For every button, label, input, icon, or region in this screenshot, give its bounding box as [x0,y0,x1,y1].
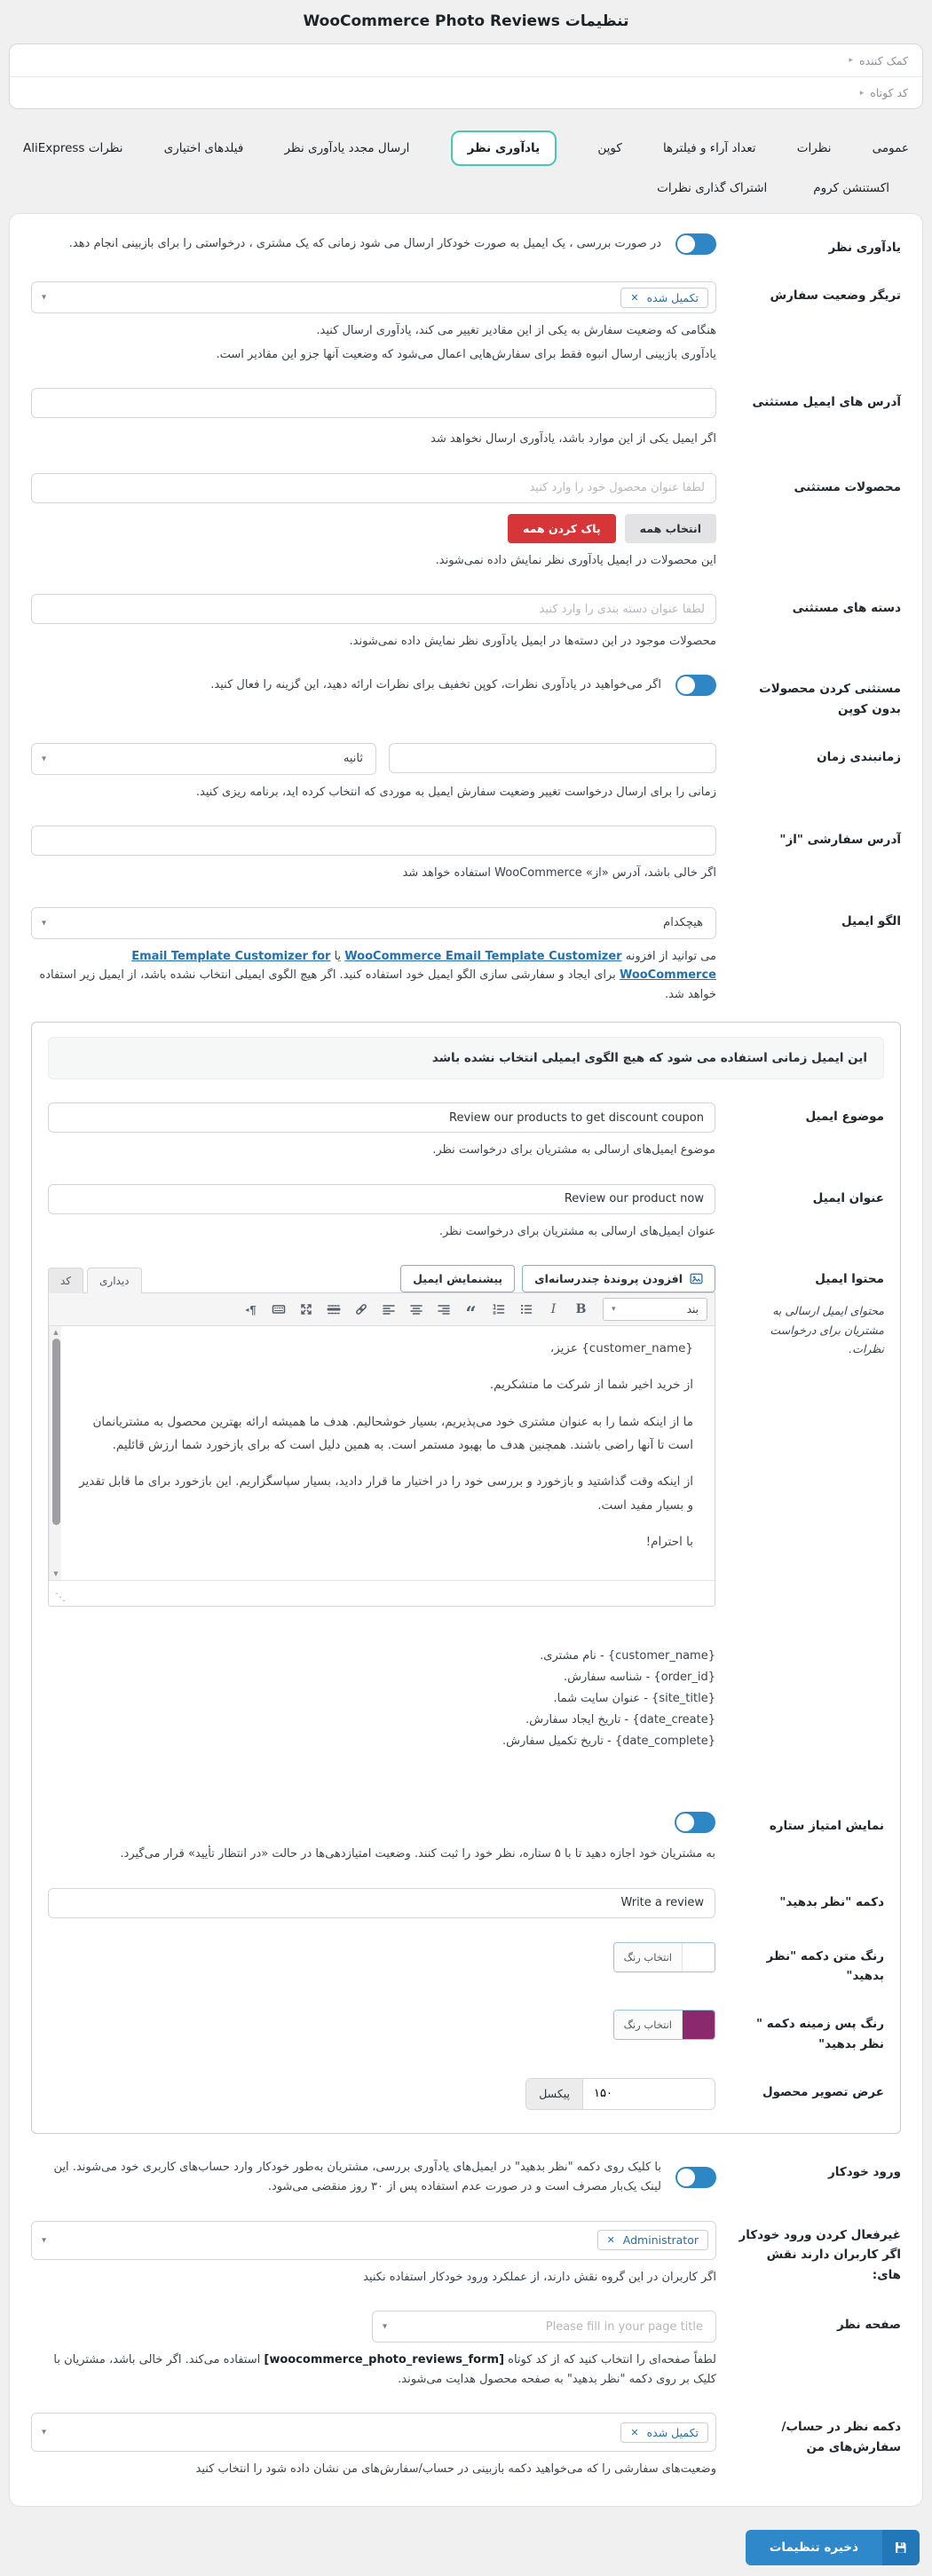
field-label: یادآوری نظر [828,241,901,255]
chevron-icon: ▸ [849,56,854,65]
bg-color-picker[interactable] [613,2010,715,2040]
row-button-text-color [48,1942,884,1987]
field-label: رنگ پس زمینه دکمه " نظر بدهید" [755,2017,884,2051]
selected-role-chip [597,2230,708,2250]
accordion-card [9,43,923,109]
field-label: رنگ متن دکمه "نظر بدهید" [766,1948,884,1983]
remove-icon[interactable]: ✕ [630,2426,639,2438]
schedule-unit-select[interactable] [31,743,376,775]
field-description: زمانی را برای ارسال درخواست تغییر وضعیت سفارش ایمیل به موردی که انتخاب کرده اید، برنامه ریزی کنید. [195,785,716,799]
tab-reviews[interactable]: نظرات [796,141,832,155]
align-left-icon[interactable] [375,1299,401,1321]
row-exclude-no-coupon [31,675,901,719]
select-placeholder: Please fill in your page title [545,2319,703,2334]
placeholder-legend [48,1646,715,1752]
tab-share-reviews[interactable]: اشتراک گذاری نظرات [657,181,768,195]
chevron-icon: ▸ [859,88,865,98]
template-customizer-link[interactable]: WooCommerce Email Template Customizer [344,949,622,963]
row-email-subject [48,1102,884,1159]
exclude-no-coupon-toggle[interactable] [675,675,716,696]
fullscreen-icon[interactable] [293,1299,319,1321]
settings-card [9,213,923,2507]
row-auto-login [31,2158,901,2197]
schedule-amount-input[interactable] [389,743,716,773]
row-excluded-emails [31,388,901,448]
field-description: اگر کاربران در این گروه نقش دارند، از عملکرد ورود خودکار استفاده نکنید [363,2270,716,2284]
row-from-address [31,826,901,882]
review-page-select[interactable] [372,2311,716,2343]
field-label: مستثنی کردن محصولات بدون کوپن [759,682,901,716]
from-address-input[interactable] [31,826,716,856]
add-media-icon [690,1272,703,1285]
field-side-description: محتوای ایمیل ارسالی به مشتریان برای درخواست نظرات. [770,1304,884,1355]
field-label: تریگر وضعیت سفارش [770,288,901,304]
excluded-emails-input[interactable] [31,388,716,418]
format-value: بند [686,1303,699,1316]
color-swatch [683,2011,715,2039]
field-label: آدرس های ایمیل مستثنی [752,395,901,410]
auto-login-toggle[interactable] [675,2167,716,2188]
field-label: دکمه "نظر بدهید" [779,1894,884,1909]
field-description: اگر ایمیل یکی از این موارد باشد، یادآوری ارسال نخواهد شد [430,432,716,446]
settings-page [0,12,932,2576]
row-review-reminder [31,233,901,257]
row-star-rating [48,1812,884,1863]
tab-custom-fields[interactable]: فیلدهای اختیاری [163,141,244,155]
select-all-button[interactable]: انتخاب همه [625,514,716,543]
tab-general[interactable]: عمومی [872,141,909,155]
field-label: صفحه نظر [837,2318,901,2333]
add-media-button[interactable] [522,1265,715,1292]
field-description: در صورت بررسی ، یک ایمیل به صورت خودکار ارسال می شود زمانی که یک مشتری ، درخواستی را برای بازبینی انجام دهد. [68,236,661,250]
email-subject-input[interactable] [48,1102,715,1133]
toggle-knob [677,235,695,253]
tab-vote-filters[interactable]: تعداد آراء و فیلترها [662,141,756,155]
pilcrow-arrow: ◂ [245,1305,249,1314]
accordion-helper-label: کمک کننده [859,53,908,67]
accordion-shortcode[interactable] [10,76,922,108]
resize-grip-icon[interactable]: ⋰ [55,1591,66,1604]
field-description: هنگامی که وضعیت سفارش به یکی از این مقادیر تغییر می کند، یادآوری ارسال کنید. [316,324,716,338]
toolbar-toggle-icon[interactable] [265,1299,291,1321]
paragraph-format-select[interactable] [603,1298,707,1321]
save-settings-button[interactable] [746,2530,920,2565]
placeholder-item: {date_create} - تاریخ ایجاد سفارش. [525,1713,715,1727]
field-label: ورود خودکار [828,2164,901,2179]
disable-roles-select[interactable] [31,2221,716,2260]
field-description: یادآوری بازبینی ارسال انبوه فقط برای سفارش‌هایی اعمال می‌شود که وضعیت آنها جزو این مقادیر است. [216,347,716,361]
description-text: یا [330,949,345,963]
star-rating-toggle[interactable] [675,1812,715,1833]
link-icon[interactable] [348,1299,374,1321]
product-image-width-input[interactable] [583,2079,715,2109]
accordion-shortcode-label: کد کوتاه [870,86,908,99]
email-template-select[interactable] [31,907,716,939]
row-email-template [31,907,901,1004]
field-label: محصولات مستثنی [794,479,901,494]
selected-status-chip [620,2422,708,2443]
description-text: برای ایجاد و سفارشی سازی الگو ایمیل خود استفاده کنید. اگر هیچ الگوی ایمیلی انتخاب نشده باشد، از ایمیل زیر استفاده خواهد شد. [39,968,716,1001]
chevron-down-icon: ▾ [42,2235,47,2246]
field-label-text: محتوا ایمیل [815,1272,884,1287]
wysiwyg-editor [48,1292,715,1607]
row-excluded-categories [31,594,901,651]
numbered-list-icon[interactable] [486,1299,511,1321]
save-button-label: ذخیره تنظیمات [769,2540,858,2555]
row-order-status-trigger [31,281,901,364]
email-paragraph: از خرید اخیر شما از شرکت ما متشکریم. [489,1378,693,1393]
field-label: دسته های مستثنی [792,601,901,616]
bold-icon[interactable]: B [568,1299,594,1321]
clear-all-button[interactable]: پاک کردن همه [508,514,616,543]
chip-label: تکمیل شده [646,2425,699,2439]
field-description: موضوع ایمیل‌های ارسالی به مشتریان برای درخواست نظر. [432,1143,715,1158]
placeholder-item: {date_complete} - تاریخ تکمیل سفارش. [502,1734,715,1749]
field-description: وضعیت‌های سفارشی را که می‌خواهید دکمه بازبینی در حساب/سفارش‌های من نشان داده شود را انتخاب کنید [195,2462,716,2477]
bulleted-list-icon[interactable] [513,1299,539,1321]
text-color-picker[interactable] [613,1942,715,1972]
accordion-helper[interactable] [10,44,922,76]
italic-icon[interactable]: I [541,1299,566,1321]
template-customizer-link-2[interactable]: Email Template Customizer for WooCommerce [131,949,716,983]
row-review-button-text [48,1888,884,1918]
unit-label: پیکسل [526,2079,583,2109]
placeholder-item: {customer_name} - نام مشتری. [540,1649,715,1663]
chevron-down-icon: ▾ [612,1305,616,1315]
review-reminder-toggle[interactable] [675,233,716,255]
scroll-up-icon[interactable]: ▲ [53,1329,59,1337]
field-label: عرض تصویر محصول [762,2084,884,2099]
align-right-icon[interactable] [430,1299,456,1321]
field-label: نمایش امتیاز ستاره [769,1819,884,1834]
description-text: استفاده می‌کند. اگر خالی باشد، مشتریان با کلیک بر روی دکمه "نظر بدهید" به صفحه محصول هدایت می‌شوند. [53,2353,716,2386]
field-description: عنوان ایمیل‌های ارسالی به مشتریان برای درخواست نظر. [438,1224,715,1238]
excluded-products-input[interactable] [31,473,716,503]
description-text: می توانید از افزونه [621,949,716,963]
my-account-statuses-select[interactable] [31,2413,716,2452]
editor-toolbar [49,1293,715,1326]
tab-aliexpress-reviews[interactable]: نظرات AliExpress [23,141,123,155]
email-paragraph: ما از اینکه شما را به عنوان مشتری خود می‌پذیریم، بسیار خوشحالیم. هدف ما همیشه ارائه بهترین محصول به مشتریانمان است تا آنها راضی باشند. همچنین هدف ما بهبود مستمر است. به همین دلیل است که برای بازخورد شما ارزش قائلیم. [92,1414,693,1452]
save-icon [882,2530,920,2565]
fallback-email-notice: این ایمیل زمانی استفاده می شود که هیچ الگوی ایمیلی انتخاب نشده باشد [48,1037,884,1079]
chip-label: تکمیل شده [646,290,699,304]
row-schedule-time [31,743,901,802]
email-preview-button[interactable] [400,1265,515,1292]
tab-review-reminder[interactable]: یادآوری نظر [451,130,557,166]
toggle-knob [677,676,695,694]
scrollbar-thumb[interactable] [52,1339,60,1525]
field-label: موضوع ایمیل [805,1110,884,1125]
row-excluded-products [31,473,901,570]
tab-resend-reminder[interactable]: ارسال مجدد یادآوری نظر [284,141,410,155]
toggle-knob [676,1813,694,1831]
scroll-down-icon[interactable]: ▼ [53,1570,59,1578]
tab-coupon[interactable]: کوپن [597,141,622,155]
read-more-icon[interactable] [320,1299,346,1321]
toggle-knob [677,2169,695,2186]
field-label: دکمه نظر در حساب/سفارش‌های من [781,2420,901,2454]
field-label [735,1265,884,1788]
fallback-email-panel [31,1022,901,2134]
tab-bar [23,130,909,199]
email-paragraph: با احترام! [645,1534,693,1549]
chevron-down-icon: ▾ [42,754,47,764]
review-button-text-input[interactable] [48,1888,715,1918]
row-product-image-width [48,2078,884,2110]
row-email-heading [48,1184,884,1241]
color-picker-label: انتخاب رنگ [614,1943,683,1972]
placeholder-item: {site_title} - عنوان سایت شما. [553,1692,715,1706]
shortcode-text: [woocommerce_photo_reviews_form] [264,2353,505,2367]
selected-value: ثانیه [343,752,363,766]
field-label: الگو ایمیل [841,913,901,928]
field-description: به مشتریان خود اجازه دهید تا با ۵ ستاره، نظر خود را ثبت کنند. وضعیت امتیازدهی‌ها در حالت «در انتظار تأیید» قرار می‌گیرد. [120,1847,715,1861]
field-description: اگر خالی باشد، آدرس «از» WooCommerce استفاده خواهد شد [402,866,716,881]
chevron-down-icon: ▾ [42,2427,47,2438]
field-description [31,947,716,1004]
editor-scrollbar[interactable] [49,1326,61,1580]
field-label: زمانبندی زمان [817,749,901,764]
tab-visual-editor[interactable]: دیداری [87,1268,142,1293]
chevron-down-icon: ▾ [383,2321,388,2332]
chip-label: Administrator [622,2233,699,2248]
selected-status-chip [620,288,708,308]
field-description: محصولات موجود در این دسته‌ها در ایمیل یادآوری نظر نمایش داده نمی‌شوند. [349,635,716,649]
chevron-down-icon: ▾ [42,292,47,303]
align-center-icon[interactable] [403,1299,429,1321]
email-preview-label: پیشنمایش ایمیل [413,1272,503,1286]
field-description: اگر می‌خواهید در یادآوری نظرات، کوپن تخفیف برای نظرات ارائه دهید، این گزینه را فعال کنید. [210,678,661,692]
field-description [31,2351,716,2389]
email-paragraph: از اینکه وقت گذاشتید و بازخورد و بررسی خود را در اختیار ما قرار دادید، بسیار سپاسگزاریم. این بازخورد برای ما قابل تقدیر و بسیار مفید است. [79,1474,693,1513]
excluded-categories-input[interactable] [31,594,716,624]
add-media-label: افزودن پروندهٔ چندرسانه‌ای [534,1272,683,1286]
field-label: آدرس سفارشی "از" [779,833,901,848]
row-email-content [48,1265,884,1788]
email-paragraph: {customer_name} عزیز، [549,1341,693,1356]
editor-statusbar [49,1580,715,1606]
placeholder-item: {order_id} - شناسه سفارش. [563,1671,715,1685]
row-my-account-button [31,2413,901,2478]
email-body-editor[interactable] [49,1326,715,1580]
row-disable-auto-login-roles [31,2221,901,2287]
email-heading-input[interactable] [48,1184,715,1214]
color-picker-label: انتخاب رنگ [614,2011,683,2039]
remove-icon[interactable]: ✕ [630,291,639,304]
page-title: تنظیمات WooCommerce Photo Reviews [303,12,629,30]
field-label: غیرفعال کردن ورود خودکار اگر کاربران دارند نقش های: [738,2227,901,2282]
order-status-trigger-select[interactable] [31,281,716,313]
text-direction-icon[interactable] [238,1299,264,1321]
tab-code-editor[interactable]: کد [48,1268,83,1293]
chevron-down-icon: ▾ [42,918,47,928]
description-text: لطفاً صفحه‌ای را انتخاب کنید که از کد کوتاه [504,2353,716,2367]
remove-icon[interactable]: ✕ [606,2234,615,2247]
row-review-page [31,2311,901,2389]
field-label: عنوان ایمیل [812,1190,884,1205]
tab-chrome-extension[interactable]: اکستنشن کروم [813,181,889,195]
color-swatch [683,1943,715,1972]
field-description: این محصولات در ایمیل یادآوری نظر نمایش داده نمی‌شوند. [435,553,716,567]
selected-value: هیچکدام [663,916,703,930]
row-button-bg-color [48,2010,884,2054]
field-description: با کلیک روی دکمه "نظر بدهید" در ایمیل‌های یادآوری بررسی، مشتریان به‌طور خودکار وارد حساب‌های کاربری خود می‌شوند. این لینک یک‌بار مصرف است و در صورت عدم استفاده پس از ۳۰ روز منقضی می‌شود. [53,2160,661,2193]
pilcrow-glyph: ¶ [249,1302,257,1316]
blockquote-icon[interactable]: “ [458,1299,484,1321]
